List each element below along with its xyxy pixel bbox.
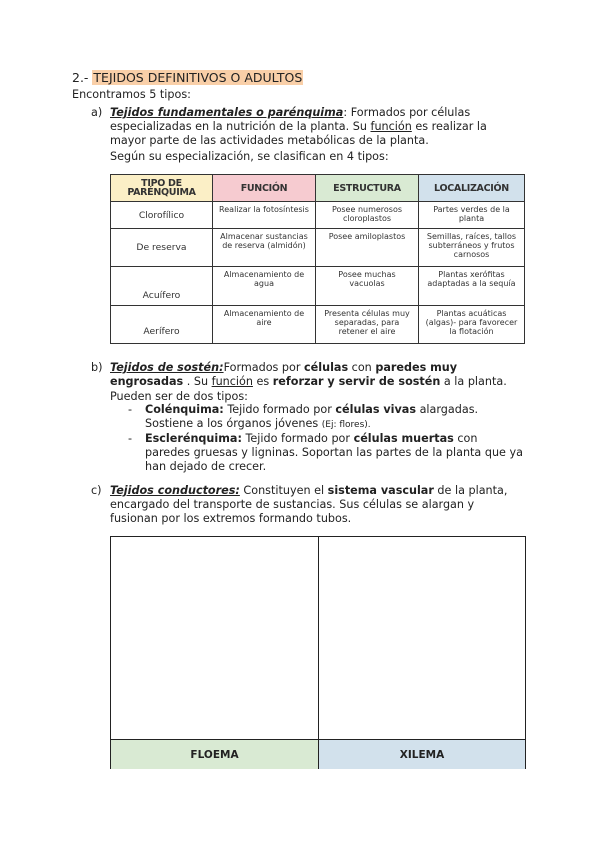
parenchyma-table xyxy=(110,174,525,344)
item-b-t1: Formados por xyxy=(223,361,305,374)
floema-label: FLOEMA xyxy=(111,739,318,769)
cell-estructura: Posee amiloplastos xyxy=(316,229,419,267)
item-c-marker: c) xyxy=(91,484,102,497)
item-b-paragraph xyxy=(110,361,525,389)
item-b-subtext: Pueden ser de dos tipos: xyxy=(110,390,248,403)
item-c-t3: de la planta, encargado del transporte de sustancias. Sus células se alargan y fusionan por los extremos formando tubos. xyxy=(110,484,508,525)
xilema-label: XILEMA xyxy=(319,739,525,769)
drawing-boxes xyxy=(110,536,526,769)
cell-estructura: Posee muchas vacuolas xyxy=(316,267,419,306)
item-b-marker: b) xyxy=(91,361,103,374)
item-a-text1: Formados por células especializadas en la nutrición de la planta. Su xyxy=(110,106,471,133)
header-tipo: TIPO DE PARÉNQUIMA xyxy=(111,175,213,202)
cell-estructura: Presenta células muy separadas, para retener el aire xyxy=(316,306,419,344)
section-title-text: TEJIDOS DEFINITIVOS O ADULTOS xyxy=(93,70,303,85)
cell-funcion: Almacenamiento de agua xyxy=(213,267,316,306)
cell-funcion: Almacenar sustancias de reserva (almidón) xyxy=(213,229,316,267)
esclerenquima-t1: Tejido formado por xyxy=(241,432,354,445)
header-funcion: FUNCIÓN xyxy=(213,175,316,202)
cell-localizacion: Plantas acuáticas (algas)- para favorecer la flotación xyxy=(419,306,525,344)
table-row xyxy=(111,306,525,344)
colenquima-t1: Tejido formado por xyxy=(223,403,336,416)
section-number: 2.- xyxy=(72,70,89,85)
table-row xyxy=(111,229,525,267)
cell-localizacion: Semillas, raíces, tallos subterráneos y frutos carnosos xyxy=(419,229,525,267)
esclerenquima-name: Esclerénquima: xyxy=(145,432,242,445)
colenquima-item xyxy=(145,403,525,432)
item-b-t3: con xyxy=(348,361,376,374)
item-a-paragraph xyxy=(110,106,525,148)
dash-bullet: - xyxy=(128,432,133,445)
item-a-text2: es realizar la mayor parte de las actividades metabólicas de la planta. xyxy=(110,120,487,147)
cell-funcion: Realizar la fotosíntesis xyxy=(213,202,316,229)
esclerenquima-t2: células muertas xyxy=(353,432,454,445)
cell-funcion: Almacenamiento de aire xyxy=(213,306,316,344)
item-b-t5: . Su xyxy=(183,375,212,388)
dash-bullet: - xyxy=(128,403,133,416)
colenquima-t2: células vivas xyxy=(335,403,417,416)
esclerenquima-t3: con paredes gruesas y ligninas. Soportan las partes de la planta que ya han dejado de crecer. xyxy=(145,432,523,473)
table-row xyxy=(111,267,525,306)
cell-localizacion: Partes verdes de la planta xyxy=(419,202,525,229)
table-row xyxy=(111,202,525,229)
item-a-term: Tejidos fundamentales o parénquima xyxy=(110,106,344,119)
item-c-t1: Constituyen el xyxy=(239,484,328,497)
cell-localizacion: Plantas xerófitas adaptadas a la sequía xyxy=(419,267,525,306)
item-c-paragraph xyxy=(110,484,525,526)
cell-tipo: Clorofílico xyxy=(111,202,213,229)
intro-text: Encontramos 5 tipos: xyxy=(72,88,191,101)
colenquima-note: (Ej: flores). xyxy=(321,420,371,430)
item-b-t2: células xyxy=(304,361,349,374)
header-estructura: ESTRUCTURA xyxy=(316,175,419,202)
item-c-term: Tejidos conductores: xyxy=(110,484,240,497)
cell-tipo: De reserva xyxy=(111,229,213,267)
item-a-funcion: función xyxy=(370,120,412,133)
cell-estructura: Posee numerosos cloroplastos xyxy=(316,202,419,229)
item-a-subtext: Según su especialización, se clasifican en 4 tipos: xyxy=(110,150,389,163)
item-a-colon: : xyxy=(343,106,348,119)
header-localizacion: LOCALIZACIÓN xyxy=(419,175,525,202)
item-b-t4: paredes muy engrosadas xyxy=(110,361,458,388)
esclerenquima-item xyxy=(145,432,525,474)
item-b-term: Tejidos de sostén: xyxy=(110,361,224,374)
item-b-t6: es xyxy=(252,375,273,388)
item-c-t2: sistema vascular xyxy=(327,484,434,497)
item-b-t7: reforzar y servir de sostén xyxy=(272,375,441,388)
box-divider xyxy=(318,537,319,768)
table-header-row xyxy=(111,175,525,202)
cell-tipo: Aerífero xyxy=(111,306,213,344)
item-a-marker: a) xyxy=(91,106,103,119)
section-title xyxy=(72,70,303,85)
cell-tipo: Acuífero xyxy=(111,267,213,306)
colenquima-name: Colénquima: xyxy=(145,403,224,416)
item-b-funcion: función xyxy=(211,375,253,388)
item-b-t8: a la planta. xyxy=(440,375,507,388)
colenquima-t3: alargadas. Sostiene a los órganos jóvenes xyxy=(145,403,479,430)
